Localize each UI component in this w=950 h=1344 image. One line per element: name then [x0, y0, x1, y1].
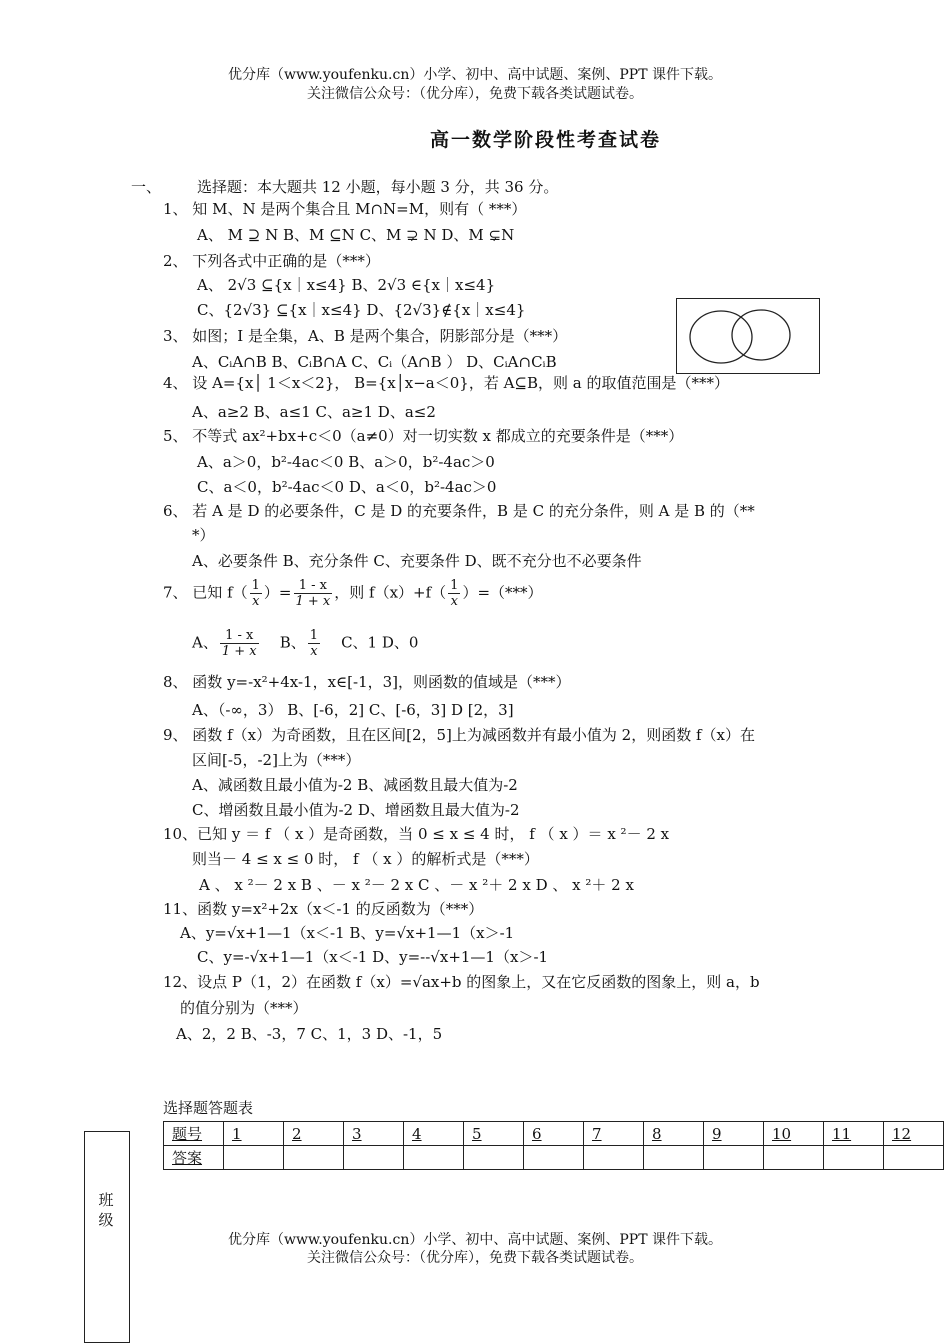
answer-cell[interactable] — [884, 1146, 944, 1170]
question-12-options: A、2，2 B、-3，7 C、1，3 D、-1，5 — [176, 1025, 443, 1043]
question-8-options: A、（-∞，3） B、[-6，2] C、[-6，3] D [2，3] — [192, 701, 514, 719]
site-footer-line-2: 关注微信公众号：（优分库），免费下载各类试题试卷。 — [307, 1250, 643, 1266]
option-a-fraction: $\frac{1 - x}{1 + x}$ — [221, 628, 257, 659]
section-heading: 选择题：本大题共 12 小题，每小题 3 分，共 36 分。 — [197, 178, 559, 196]
answer-cell[interactable] — [464, 1146, 524, 1170]
answer-cell[interactable] — [524, 1146, 584, 1170]
question-5-options-ab: A、a＞0，b²-4ac＜0 B、a＞0，b²-4ac＞0 — [197, 453, 495, 471]
option-b-fraction: $\frac{1}{x}$ — [309, 628, 318, 659]
question-6-options: A、必要条件 B、充分条件 C、充要条件 D、既不充分也不必要条件 — [192, 552, 642, 570]
question-4: 4、 设 A={x│ 1＜x＜2}， B={x│x−a＜0}，若 A⊆B，则 a 的取值范围是（***） — [163, 374, 729, 392]
answer-table-caption: 选择题答题表 — [163, 1099, 254, 1117]
answer-cell[interactable] — [584, 1146, 644, 1170]
question-1-options: A、 M ⊇ N B、M ⊆N C、M ⊋ N D、M ⊊N — [197, 226, 515, 244]
number-row — [164, 1122, 944, 1146]
answer-table — [163, 1121, 944, 1170]
answer-cell[interactable] — [764, 1146, 824, 1170]
question-12-continued: 的值分别为（***） — [180, 999, 308, 1017]
fraction-one-over-x: $\frac{1}{x}$ — [251, 578, 260, 609]
question-7 — [163, 578, 543, 609]
number-cell: 8 — [644, 1122, 704, 1146]
number-cell: 6 — [524, 1122, 584, 1146]
number-cell: 12 — [884, 1122, 944, 1146]
question-6-continued: *） — [192, 526, 215, 544]
question-9: 9、 函数 f（x）为奇函数，且在区间[2，5]上为减函数并有最小值为 2，则函数 f（x）在 — [163, 726, 755, 744]
answer-cell[interactable] — [824, 1146, 884, 1170]
question-9-continued: 区间[-5，-2]上为（***） — [192, 751, 361, 769]
option-a-label: A、 — [192, 633, 218, 652]
answer-grid — [163, 1121, 944, 1170]
number-header: 题号 — [164, 1122, 224, 1146]
answer-cell[interactable] — [404, 1146, 464, 1170]
question-8: 8、 函数 y=-x²+4x-1，x∈[-1，3]，则函数的值域是（***） — [163, 673, 571, 691]
answer-cell[interactable] — [644, 1146, 704, 1170]
answer-row — [164, 1146, 944, 1170]
section-number: 一、 — [131, 178, 162, 196]
number-cell: 3 — [344, 1122, 404, 1146]
site-header-line-2: 关注微信公众号：（优分库），免费下载各类试题试卷。 — [307, 86, 643, 102]
set-b-circle — [732, 310, 790, 360]
site-footer-line-1: 优分库（www.youfenku.cn）小学、初中、高中试题、案例、PPT 课件下载。 — [227, 1232, 722, 1248]
option-cd: C、1 D、0 — [341, 633, 419, 652]
question-10: 10、已知 y ＝ f （ x ）是奇函数，当 0 ≤ x ≤ 4 时， f （ x ）＝ x ²－ 2 x — [163, 825, 670, 843]
question-5: 5、 不等式 ax²+bx+c＜0（a≠0）对一切实数 x 都成立的充要条件是（***） — [163, 427, 684, 445]
question-11-options-ab: A、y=√x+1—1（x＜-1 B、y=√x+1—1（x＞-1 — [180, 924, 515, 942]
question-9-options-ab: A、减函数且最小值为-2 B、减函数且最大值为-2 — [192, 776, 518, 794]
question-3-options: A、CᵢA∩B B、CᵢB∩A C、Cᵢ（A∩B ） D、CᵢA∩CᵢB — [192, 353, 557, 371]
question-6: 6、 若 A 是 D 的必要条件，C 是 D 的充要条件，B 是 C 的充分条件，则 A 是 B 的（** — [163, 502, 755, 520]
question-2-options-ab: A、 2√3 ⊆{x｜x≤4} B、2√3 ∈{x｜x≤4} — [197, 276, 496, 294]
question-7-middle: ，则 f（x）+f（ — [334, 583, 447, 602]
question-10-continued: 则当－ 4 ≤ x ≤ 0 时， f （ x ）的解析式是（***） — [192, 850, 539, 868]
venn-diagram — [676, 298, 820, 374]
question-5-options-cd: C、a＜0，b²-4ac＜0 D、a＜0，b²-4ac＞0 — [197, 478, 497, 496]
question-11: 11、函数 y=x²+2x（x＜-1 的反函数为（***） — [163, 900, 484, 918]
question-11-options-cd: C、y=-√x+1—1（x＜-1 D、y=--√x+1—1（x＞-1 — [197, 948, 549, 966]
number-cell: 11 — [824, 1122, 884, 1146]
question-7-equals: ）= — [263, 583, 292, 602]
option-b-label: B、 — [279, 633, 306, 652]
number-cell: 2 — [284, 1122, 344, 1146]
question-3: 3、 如图；I 是全集，A、B 是两个集合，阴影部分是（***） — [163, 327, 568, 345]
number-cell: 5 — [464, 1122, 524, 1146]
question-4-options: A、a≥2 B、a≤1 C、a≥1 D、a≤2 — [192, 403, 436, 421]
answer-cell[interactable] — [704, 1146, 764, 1170]
number-cell: 10 — [764, 1122, 824, 1146]
page-title: 高一数学阶段性考查试卷 — [430, 129, 662, 151]
question-2: 2、 下列各式中正确的是（***） — [163, 252, 380, 270]
question-2-options-cd: C、{2√3} ⊆{x｜x≤4} D、{2√3}∉{x｜x≤4} — [197, 301, 526, 319]
number-cell: 7 — [584, 1122, 644, 1146]
question-10-options: A 、 x ²－ 2 x B 、－ x ²－ 2 x C 、－ x ²＋ 2 x D 、 x ²＋ 2 x — [199, 876, 634, 894]
question-9-options-cd: C、增函数且最小值为-2 D、增函数且最大值为-2 — [192, 801, 520, 819]
class-label: 班 级 — [98, 1191, 114, 1229]
number-cell: 4 — [404, 1122, 464, 1146]
answer-cell[interactable] — [344, 1146, 404, 1170]
answer-cell[interactable] — [224, 1146, 284, 1170]
question-7-end: ）=（***） — [462, 583, 543, 602]
question-7-lead: 7、 已知 f（ — [163, 583, 248, 602]
question-12: 12、设点 P（1，2）在函数 f（x）=√ax+b 的图象上，又在它反函数的图象上，则 a，b — [163, 973, 760, 991]
answer-cell[interactable] — [284, 1146, 344, 1170]
venn-circles — [677, 299, 819, 373]
number-cell: 1 — [224, 1122, 284, 1146]
number-cell: 9 — [704, 1122, 764, 1146]
fraction-1mx-over-1px: $\frac{1 - x}{1 + x}$ — [295, 578, 331, 609]
site-header-line-1: 优分库（www.youfenku.cn）小学、初中、高中试题、案例、PPT 课件下载。 — [227, 67, 722, 83]
question-7-options — [192, 628, 418, 659]
answer-header: 答案 — [164, 1146, 224, 1170]
question-1: 1、 知 M、N 是两个集合且 M∩N=M，则有（ ***） — [163, 200, 527, 218]
fraction-one-over-x-2: $\frac{1}{x}$ — [450, 578, 459, 609]
